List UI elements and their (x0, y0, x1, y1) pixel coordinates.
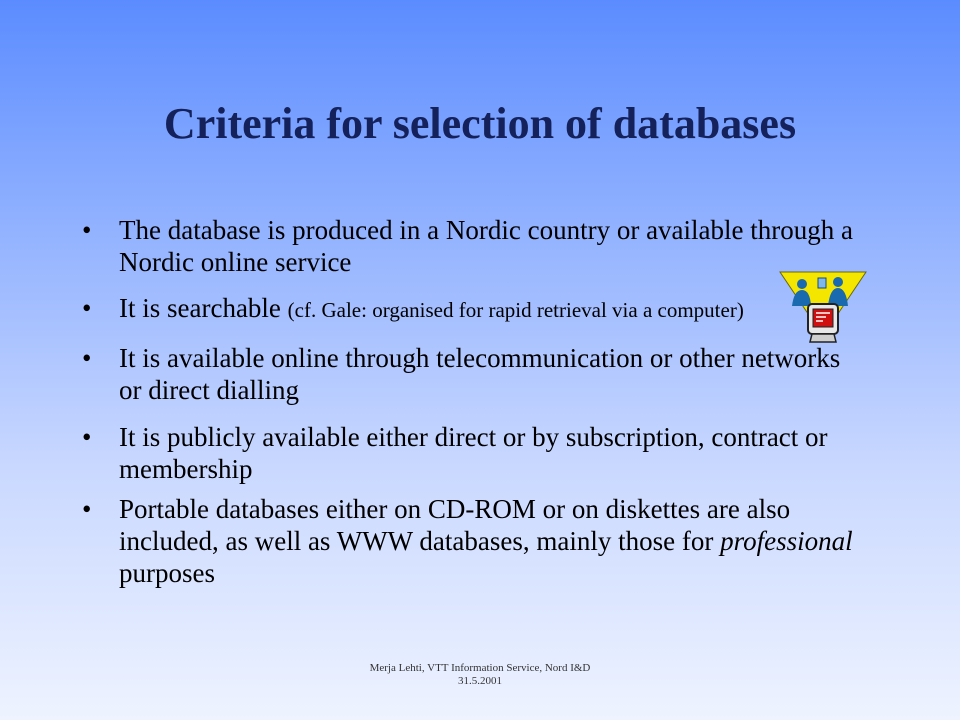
bullet-text-note: (cf. Gale: organised for rapid retrieval via a computer) (287, 298, 744, 322)
footer-date: 31.5.2001 (458, 675, 502, 687)
bullet-text: It is available online through telecommunication or other networks or direct dialling (119, 343, 841, 405)
slide-footer (0, 662, 960, 688)
bullet-text: purposes (119, 558, 215, 588)
slide-title: Criteria for selection of databases (163, 99, 797, 148)
bullet-text-lead: It is searchable (119, 293, 288, 323)
footer-author: Merja Lehti, VTT Information Service, Nord I&D (369, 662, 591, 674)
bullet-item (82, 421, 862, 485)
bullet-dot: • (82, 422, 92, 452)
bullet-item (82, 292, 862, 326)
bullet-item (82, 342, 862, 406)
bullet-item (82, 493, 862, 589)
bullet-dot: • (82, 293, 92, 323)
bullet-text: The database is produced in a Nordic country or available through a Nordic online service (119, 215, 853, 277)
clipart-computer (808, 304, 838, 342)
bullet-text: It is publicly available either direct or by subscription, contract or membership (119, 422, 828, 484)
bullet-dot: • (82, 494, 92, 524)
people-with-computer-icon (778, 268, 868, 352)
bullet-dot: • (82, 215, 92, 245)
bullet-text: Portable databases either on CD-ROM or on diskettes are also included, as well as WWW databases, mainly those for (119, 494, 791, 556)
bullet-dot: • (82, 343, 92, 373)
bullet-item (82, 214, 862, 278)
bullet-list (82, 214, 862, 589)
bullet-text-emphasis: professional (720, 526, 853, 556)
